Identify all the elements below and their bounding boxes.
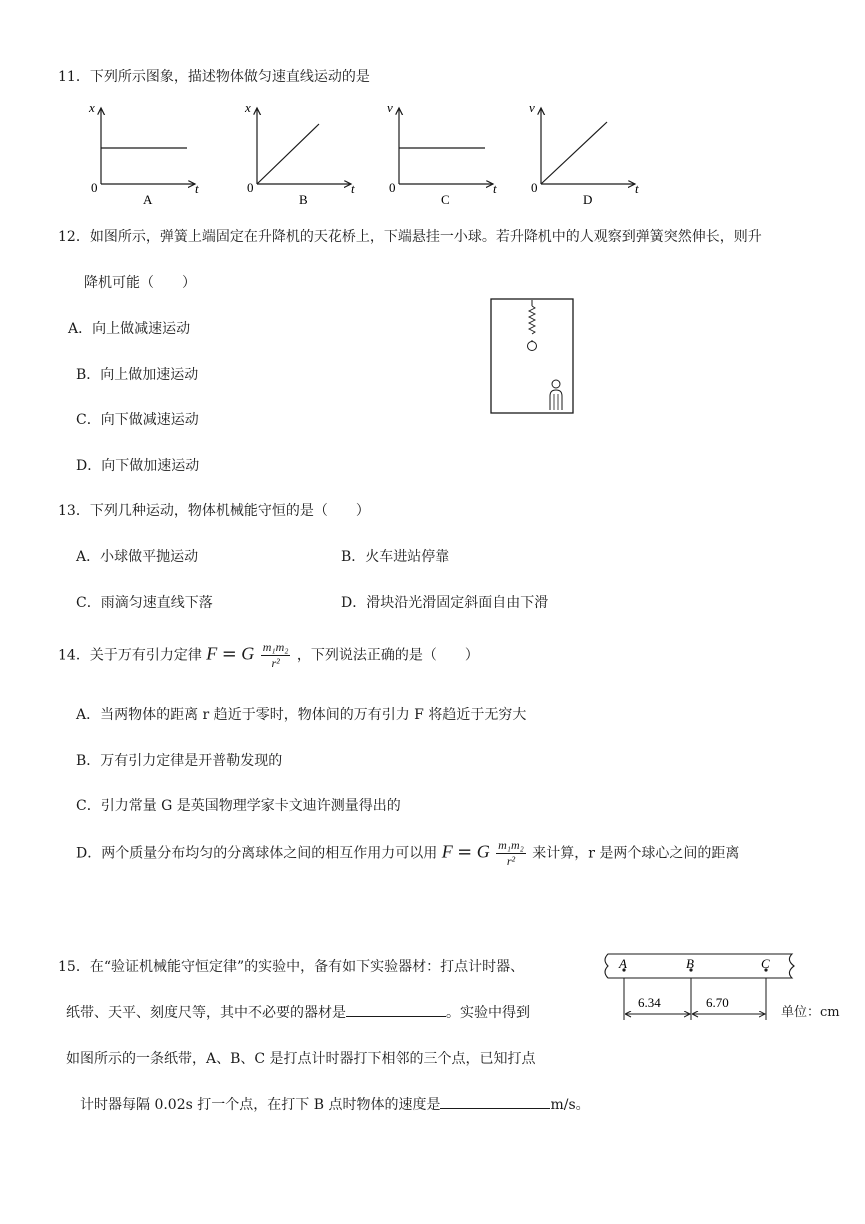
answer-blank-1[interactable] <box>346 1002 446 1017</box>
graph-c-origin: 0 <box>389 180 396 195</box>
q15-line2-pre: 纸带、天平、刻度尺等，其中不必要的器材是 <box>66 1005 346 1021</box>
tape-segment-ab: 6.34 <box>638 995 661 1010</box>
q13-option-c: C．雨滴匀速直线下落 <box>76 595 213 611</box>
q13-option-b: B．火车进站停靠 <box>341 549 450 565</box>
q12-stem-line2: 降机可能（ ） <box>84 275 196 291</box>
elevator-figure <box>490 298 576 416</box>
formula-d-eq: = <box>457 841 473 863</box>
ball-icon <box>528 342 537 351</box>
q15-line1: 15．在“验证机械能守恒定律”的实验中，备有如下实验器材：打点计时器、 <box>58 959 525 975</box>
graph-a-xlabel: t <box>195 181 199 196</box>
q15-line4 <box>80 1094 590 1114</box>
graph-b-ylabel: x <box>245 100 251 115</box>
formula-d-g: G <box>476 841 490 862</box>
person-icon <box>550 380 562 410</box>
graph-b-xlabel: t <box>351 181 355 196</box>
q15-line4-post: m/s。 <box>550 1097 590 1113</box>
q14-stem-post: ，下列说法正确的是（ ） <box>296 647 479 664</box>
q12-option-b: B．向上做加速运动 <box>76 367 199 383</box>
q14-stem-pre: 14．关于万有引力定律 <box>58 647 202 664</box>
q12-option-c: C．向下做减速运动 <box>76 412 199 428</box>
q12-option-a: A．向上做减速运动 <box>68 321 191 337</box>
graph-a-ylabel: x <box>89 100 95 115</box>
graph-d-ylabel: v <box>529 100 535 115</box>
answer-blank-2[interactable] <box>440 1094 550 1109</box>
graph-c-xlabel: t <box>493 181 497 196</box>
formula-fraction <box>261 640 291 671</box>
formula-denominator: r² <box>271 656 280 670</box>
graph-d-label: D <box>583 192 593 207</box>
q15-line4-pre: 计时器每隔 0.02s 打一个点，在打下 B 点时物体的速度是 <box>80 1097 441 1113</box>
tape-label-c: C <box>761 956 770 971</box>
formula-g: G <box>241 643 255 664</box>
graph-d-origin: 0 <box>531 180 538 195</box>
graph-d-xlabel: t <box>635 181 639 196</box>
q13-stem: 13．下列几种运动，物体机械能守恒的是（ ） <box>58 503 370 519</box>
paper-tape-figure <box>596 948 810 1028</box>
q15-line2-post: 。实验中得到 <box>446 1005 530 1021</box>
formula-numerator: m₁m₂ <box>262 640 289 654</box>
tape-unit: 单位：cm <box>781 1005 840 1020</box>
q13-option-d: D．滑块沿光滑固定斜面自由下滑 <box>341 595 549 611</box>
graph-c-ylabel: v <box>387 100 393 115</box>
q15-line2 <box>66 1002 530 1022</box>
q14-option-a: A．当两物体的距离 r 趋近于零时，物体间的万有引力 F 将趋近于无穷大 <box>76 707 527 723</box>
q14-option-c: C．引力常量 G 是英国物理学家卡文迪许测量得出的 <box>76 798 401 814</box>
q14-stem <box>58 640 479 671</box>
spring-icon <box>529 306 535 334</box>
q15-line3: 如图所示的一条纸带，A、B、C 是打点计时器打下相邻的三个点，已知打点 <box>66 1051 536 1067</box>
q14-option-d-post: 来计算，r 是两个球心之间的距离 <box>532 845 740 862</box>
q12-stem-line1: 12．如图所示，弹簧上端固定在升降机的天花桥上，下端悬挂一小球。若升降机中的人观察到弹簧突然伸长，则升 <box>58 229 762 245</box>
formula-eq: = <box>221 643 237 665</box>
graph-d <box>529 100 639 207</box>
formula-d-denominator: r² <box>506 854 516 868</box>
q11-stem: 11．下列所示图象，描述物体做匀速直线运动的是 <box>58 69 370 85</box>
q11-graphs <box>75 98 655 210</box>
tape-label-b: B <box>686 956 694 971</box>
graph-b-origin: 0 <box>247 180 254 195</box>
formula-d-fraction <box>496 838 526 869</box>
formula-d-numerator: m₁m₂ <box>498 838 524 852</box>
graph-c-label: C <box>441 192 450 207</box>
q14-option-d <box>76 838 739 869</box>
graph-a <box>88 100 199 207</box>
tape-segment-bc: 6.70 <box>706 995 729 1010</box>
q14-option-b: B．万有引力定律是开普勒发现的 <box>76 753 283 769</box>
formula-lhs: F <box>206 643 218 664</box>
graph-c <box>387 100 497 207</box>
tape-label-a: A <box>619 956 627 971</box>
graph-b-label: B <box>299 192 308 207</box>
q12-option-d: D．向下做加速运动 <box>76 458 200 474</box>
graph-a-origin: 0 <box>91 180 98 195</box>
formula-d-lhs: F <box>441 841 453 862</box>
graph-b <box>244 100 355 207</box>
q14-option-d-pre: D．两个质量分布均匀的分离球体之间的相互作用力可以用 <box>76 845 438 862</box>
graph-a-label: A <box>143 192 153 207</box>
q13-option-a: A．小球做平抛运动 <box>76 549 199 565</box>
